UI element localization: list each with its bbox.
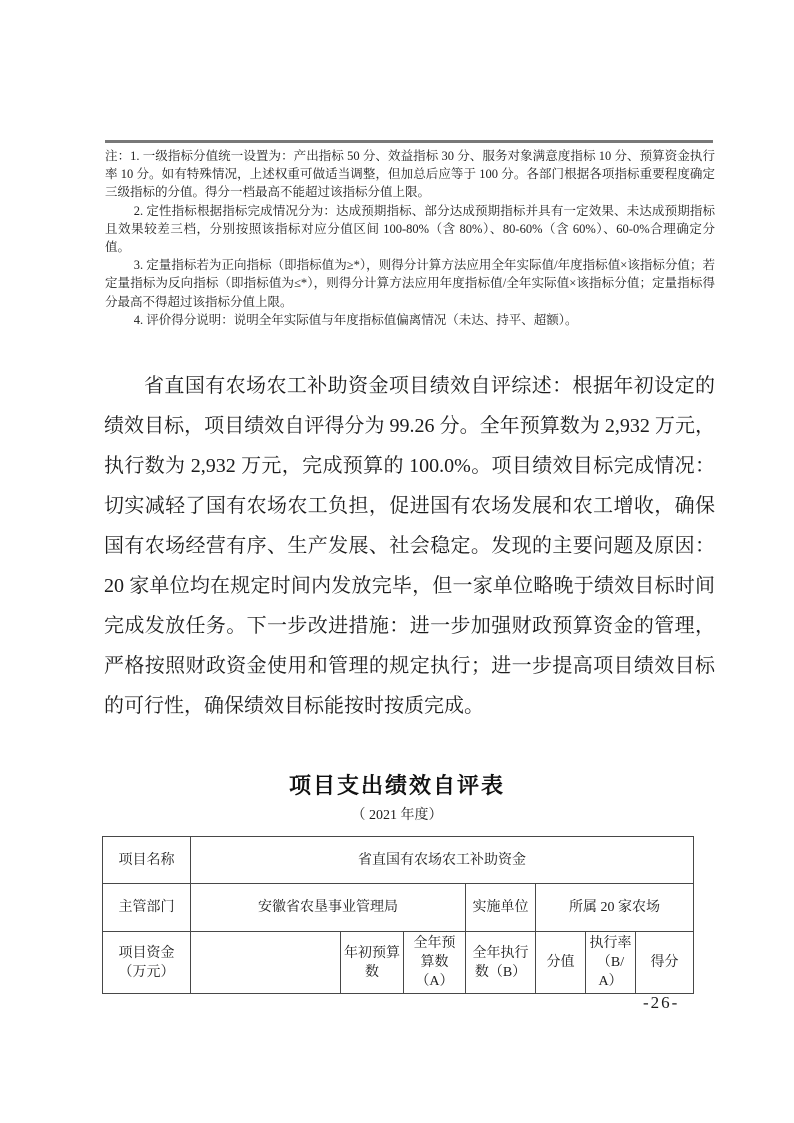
project-name-label-cell: 项目名称 [103, 837, 191, 884]
col-annual-exec-cell: 全年执行数（B） [466, 932, 536, 994]
header-separator-line [105, 140, 713, 143]
table-row-departments [103, 884, 694, 932]
note-3: 3. 定量指标若为正向指标（即指标值为≥*），则得分计算方法应用全年实际值/年度指标值×该指标分值；若定量指标为反向指标（即指标值为≤*），则得分计算方法应用年度指标值/全年实际值×该指标分值；定量指标得分最高不得超过该指标分值上限。 [105, 258, 715, 309]
table-row-project-name [103, 837, 694, 884]
col-initial-budget-cell: 年初预算数 [341, 932, 404, 994]
note-4: 4. 评价得分说明：说明全年实际值与年度指标值偏离情况（未达、持平、超额）。 [133, 312, 578, 327]
funds-label-cell: 项目资金（万元） [103, 932, 191, 994]
summary-paragraph: 省直国有农场农工补助资金项目绩效自评综述：根据年初设定的绩效目标，项目绩效自评得分为 99.26 分。全年预算数为 2,932 万元，执行数为 2,932 万元，完成预算的 100.0%。项目绩效目标完成情况：切实减轻了国有农场农工负担，促进国有农场发展和农工增收，确保国有农场经营有序、生产发展、社会稳定。发现的主要问题及原因：20 家单位均在规定时间内发放完毕，但一家单位略晚于绩效目标时间完成发放任务。下一步改进措施：进一步加强财政预算资金的管理，严格按照财政资金使用和管理的规定执行；进一步提高项目绩效目标的可行性，确保绩效目标能按时按质完成。 [104, 375, 715, 717]
project-name-value-cell: 省直国有农场农工补助资金 [191, 837, 694, 884]
col-exec-rate-cell: 执行率（B/A） [586, 932, 636, 994]
table-row-project-funds-header [103, 932, 694, 994]
dept-value-cell: 安徽省农垦事业管理局 [191, 884, 466, 932]
note-1: 注：1. 一级指标分值统一设置为：产出指标 50 分、效益指标 30 分、服务对象满意度指标 10 分、预算资金执行率 10 分。如有特殊情况，上述权重可做适当调整，但加总后应等于 100 分。各部门根据各项指标重要程度确定三级指标的分值。得分一档最高不能超过该指标分值上限。 [105, 149, 715, 200]
impl-unit-label-cell: 实施单位 [466, 884, 536, 932]
col-points-cell: 分值 [536, 932, 586, 994]
page-number: -26- [643, 993, 680, 1012]
col-annual-budget-cell: 全年预算数（A） [404, 932, 466, 994]
table-year-subtitle: （ 2021 年度） [351, 808, 443, 823]
dept-label-cell: 主管部门 [103, 884, 191, 932]
table-title: 项目支出绩效自评表 [288, 773, 505, 798]
project-expenditure-self-eval-table [102, 836, 694, 994]
impl-unit-value-cell: 所属 20 家农场 [536, 884, 694, 932]
col-score-cell: 得分 [636, 932, 694, 994]
funds-blank-cell [191, 932, 341, 994]
self-evaluation-summary [104, 366, 715, 726]
table-notes-block [105, 147, 715, 329]
note-2: 2. 定性指标根据指标完成情况分为：达成预期指标、部分达成预期指标并具有一定效果、未达成预期指标且效果较差三档，分别按照该指标对应分值区间 100-80%（含 80%）、80-60%（含 60%）、60-0%合理确定分值。 [105, 203, 715, 255]
